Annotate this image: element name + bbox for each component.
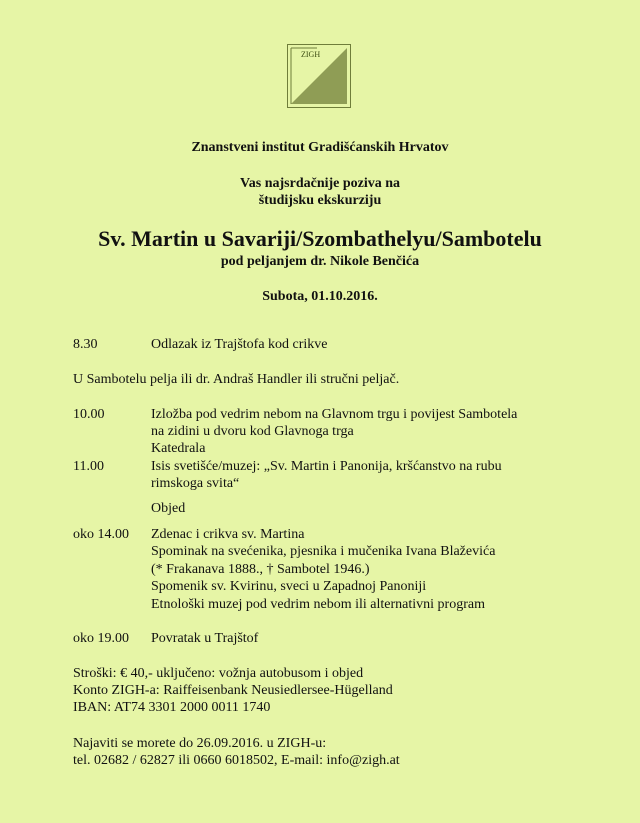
morning-item: na zidini u dvoru kod Glavnoga trga <box>151 424 354 439</box>
registration-deadline: Najaviti se morete do 26.09.2016. u ZIGH-u: <box>73 736 327 751</box>
afternoon-item: Etnološki muzej pod vedrim nebom ili alternativni program <box>151 597 485 612</box>
departure-time: 8.30 <box>73 337 98 352</box>
excursion-date: Subota, 01.10.2016. <box>262 289 378 304</box>
departure-text: Odlazak iz Trajštofa kod crikve <box>151 337 328 352</box>
afternoon-item: Zdenac i crikva sv. Martina <box>151 527 305 542</box>
morning-item: Katedrala <box>151 441 206 456</box>
afternoon-item: Spominak na svećenika, pjesnika i mučenika Ivana Blaževića <box>151 544 496 559</box>
institute-name: Znanstveni institut Gradišćanskih Hrvatov <box>191 140 449 155</box>
morning-item: Izložba pod vedrim nebom na Glavnom trgu i povijest Sambotela <box>151 407 518 422</box>
zigh-logo <box>287 44 351 108</box>
morning-time: 10.00 <box>73 407 105 422</box>
afternoon-item: Spomenik sv. Kvirinu, sveci u Zapadnoj Panoniji <box>151 579 427 594</box>
iban-line: IBAN: AT74 3301 2000 0011 1740 <box>73 700 271 715</box>
invitation-line-1: Vas najsrdačnije poziva na <box>239 176 401 191</box>
return-text: Povratak u Trajštof <box>151 631 259 646</box>
invitation-line-2: študijsku ekskurziju <box>258 193 382 208</box>
excursion-subtitle: pod peljanjem dr. Nikole Benčića <box>220 254 420 269</box>
contact-line: tel. 02682 / 62827 ili 0660 6018502, E-mail: info@zigh.at <box>73 753 400 768</box>
museum-item: rimskoga svita“ <box>151 476 240 491</box>
costs-line: Stroški: € 40,- uključeno: vožnja autobusom i objed <box>73 666 364 681</box>
lunch-item: Objed <box>151 501 186 516</box>
guide-note: U Sambotelu pelja ili dr. Andraš Handler ili stručni peljač. <box>73 372 400 387</box>
museum-item: Isis svetišće/muzej: „Sv. Martin i Panonija, kršćanstvo na rubu <box>151 459 502 474</box>
museum-time: 11.00 <box>73 459 104 474</box>
bank-account-line: Konto ZIGH-a: Raiffeisenbank Neusiedlersee-Hügelland <box>73 683 393 698</box>
excursion-title: Sv. Martin u Savariji/Szombathelyu/Sambotelu <box>98 226 542 251</box>
return-time: oko 19.00 <box>73 631 129 646</box>
afternoon-time: oko 14.00 <box>73 527 129 542</box>
logo-text: ZIGH <box>301 50 321 59</box>
afternoon-item: (* Frakanava 1888., † Sambotel 1946.) <box>151 562 370 577</box>
